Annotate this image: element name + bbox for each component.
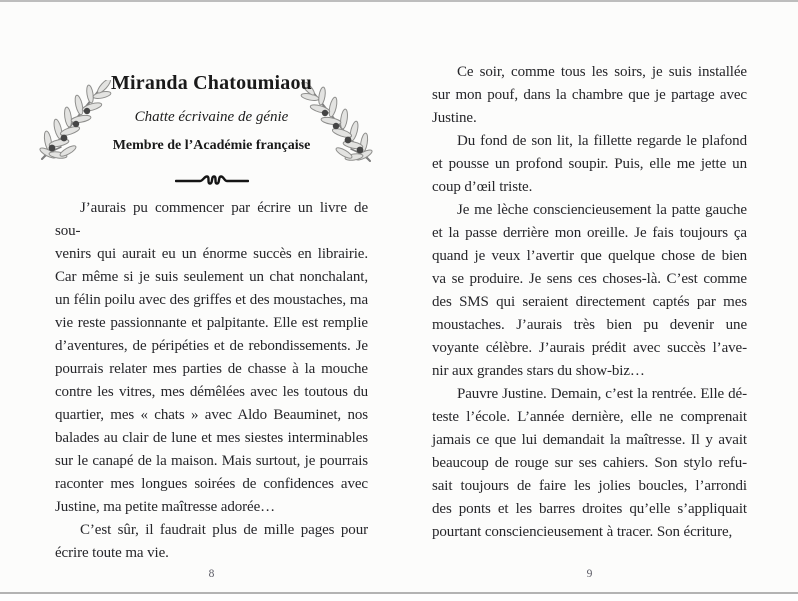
- text-line: va se produire. Je sens ces choses-là. C’est comme: [432, 271, 747, 287]
- text-line: Car même si je suis seulement un chat nonchalant,: [55, 269, 368, 285]
- left-page-text: [55, 197, 368, 565]
- text-line: J’aurais pu commencer par écrire un livre de sou-: [55, 200, 368, 239]
- text-line: coup d’œil triste.: [432, 179, 533, 195]
- text-line: contre les vitres, mes démêlées avec les toutous du: [55, 384, 368, 400]
- below-rule-strip: [0, 594, 798, 601]
- text-line: sait toujours de faire les jolies boucles, l’arrondi: [432, 478, 747, 494]
- text-line: des SMS qui seraient directement captés par mes: [432, 294, 747, 310]
- left-page: [55, 0, 368, 592]
- right-page: [432, 0, 747, 592]
- page-number-right: 9: [586, 568, 593, 580]
- text-line: quand je veux l’avertir que quelque chose de bien: [432, 248, 747, 264]
- text-line: et la passe derrière mon oreille. Je fais toujours ça: [432, 225, 747, 241]
- paragraph: [55, 197, 368, 519]
- paragraph: [55, 519, 368, 565]
- text-line: des ponts et les barres droites qu’elle s’appliquait: [432, 501, 747, 517]
- text-line: venirs qui aurait eu un énorme succès en librairie.: [55, 246, 368, 262]
- text-line: quartier, mes « chats » avec Aldo Beauminet, nos: [55, 407, 368, 423]
- author-role: Chatte écrivaine de génie: [134, 109, 289, 125]
- text-line: Justine.: [432, 110, 477, 126]
- right-page-text: [432, 61, 747, 544]
- text-line: sur le canapé de la maison. Mais surtout, je pourrais: [55, 453, 368, 469]
- text-line: nir aux grandes stars du show-biz…: [432, 363, 645, 379]
- text-line: Pauvre Justine. Demain, c’est la rentrée. Elle dé-: [457, 386, 747, 402]
- text-line: moustaches. J’aurais très bien pu devenir une: [432, 317, 747, 333]
- author-membership: Membre de l’Académie française: [112, 138, 311, 153]
- text-line: raconter mes longues soirées de confidences avec: [55, 476, 368, 492]
- page-number-left: 8: [208, 568, 215, 580]
- text-line: pourtant consciencieusement à tracer. Son écriture,: [432, 524, 733, 540]
- paragraph: [432, 61, 747, 130]
- text-line: Justine, ma petite maîtresse adorée…: [55, 499, 276, 515]
- text-line: Du fond de son lit, la fillette regarde le plafond: [457, 133, 747, 149]
- text-line: jamais ce que lui demandait la maîtresse. Il y avait: [432, 432, 747, 448]
- text-line: vie reste passionnante et palpitante. Elle est remplie: [55, 315, 368, 331]
- text-line: voyante célèbre. J’aurais prédit avec succès l’ave-: [432, 340, 747, 356]
- text-line: beaucoup de rouge sur ses cahiers. Son stylo refu-: [432, 455, 747, 471]
- text-line: et pousse un profond soupir. Puis, elle me jette un: [432, 156, 747, 172]
- text-line: sur mon pouf, dans la chambre que je partage avec: [432, 87, 747, 103]
- text-line: un félin poilu avec des griffes et des moustaches, ma: [55, 292, 368, 308]
- text-line: Ce soir, comme tous les soirs, je suis installée: [457, 64, 747, 80]
- rope-twist-divider-icon: [175, 173, 249, 187]
- text-line: pourrais relater mes parties de chasse à la mouche: [55, 361, 368, 377]
- text-line: teste l’école. L’année dernière, elle ne comprenait: [432, 409, 747, 425]
- text-line: écrire toute ma vie.: [55, 545, 169, 561]
- text-line: Je me lèche consciencieusement la patte gauche: [457, 202, 747, 218]
- paragraph: [432, 130, 747, 199]
- text-line: d’aventures, de péripéties et de rebondissements. Je: [55, 338, 368, 354]
- text-line: balades au clair de lune et mes siestes interminables: [55, 430, 368, 446]
- text-line: C’est sûr, il faudrait plus de mille pages pour: [80, 522, 368, 538]
- paragraph: [432, 383, 747, 544]
- author-name: Miranda Chatoumiaou: [110, 72, 313, 94]
- paragraph: [432, 199, 747, 383]
